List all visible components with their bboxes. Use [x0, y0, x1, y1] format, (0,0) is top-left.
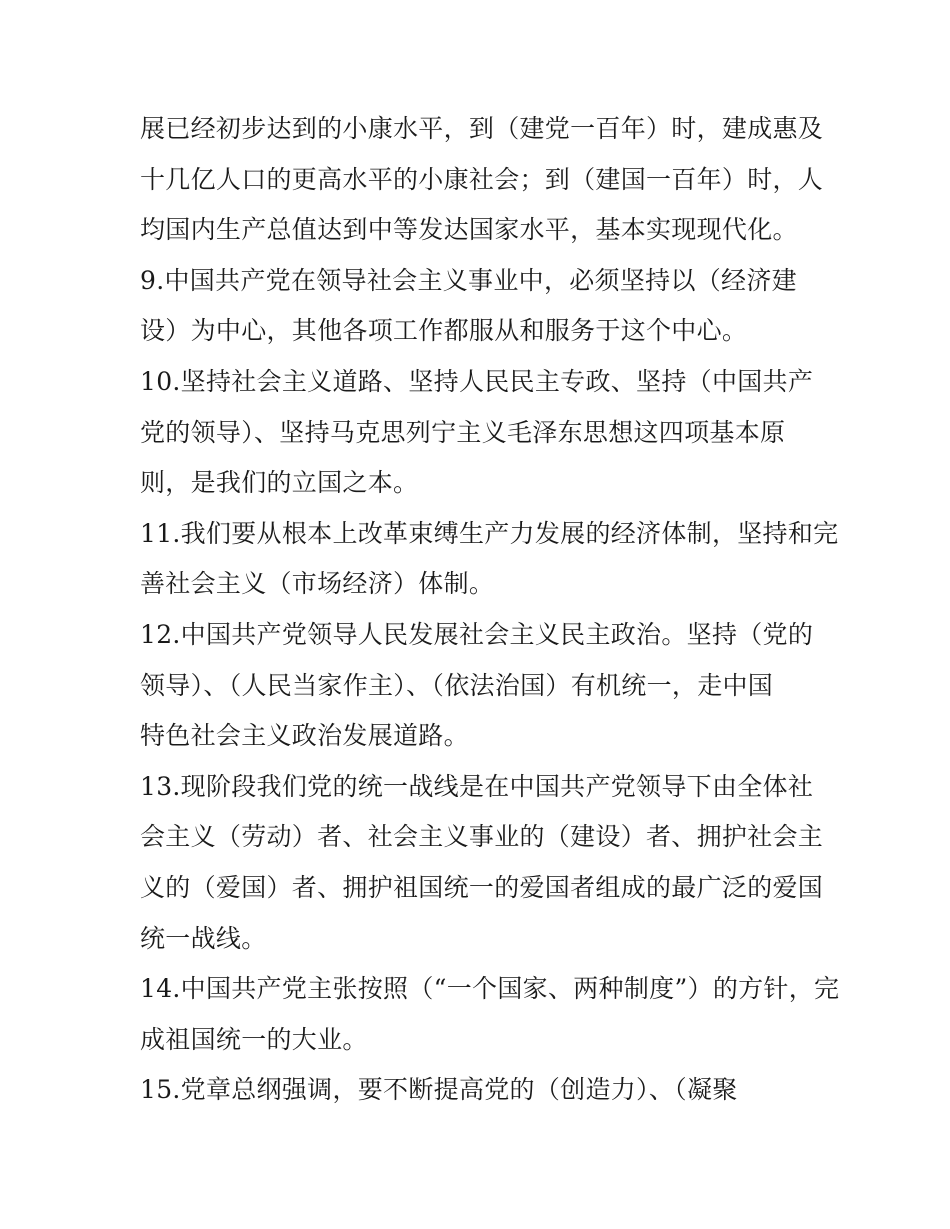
- text-line: 均国内生产总值达到中等发达国家水平，基本实现现代化。: [140, 215, 798, 245]
- item-14-line: 14.中国共产党主张按照（“一个国家、两种制度”）的方针，完: [140, 974, 840, 1004]
- text-line: 则，是我们的立国之本。: [140, 468, 419, 498]
- text-line: 义的（爱国）者、拥护祖国统一的爱国者组成的最广泛的爱国: [140, 872, 824, 902]
- text-line: 十几亿人口的更高水平的小康社会；到（建国一百年）时，人: [140, 164, 824, 194]
- item-15-line: 15.党章总纲强调，要不断提高党的（创造力）、（凝聚: [140, 1075, 738, 1105]
- text-line: 展已经初步达到的小康水平，到（建党一百年）时，建成惠及: [140, 114, 824, 143]
- text-line: 会主义（劳动）者、社会主义事业的（建设）者、拥护社会主: [140, 822, 824, 852]
- text-line: 善社会主义（市场经济）体制。: [140, 569, 495, 599]
- document-body: [140, 104, 840, 1116]
- item-12-line: 12.中国共产党领导人民发展社会主义民主政治。坚持（党的: [140, 619, 814, 649]
- item-11-line: 11.我们要从根本上改革束缚生产力发展的经济体制，坚持和完: [140, 518, 839, 548]
- text-line: 领导）、（人民当家作主）、（依法治国）有机统一，走中国: [140, 670, 774, 700]
- item-10-line: 10.坚持社会主义道路、坚持人民民主专政、坚持（中国共产: [140, 366, 814, 396]
- text-line: 成祖国统一的大业。: [140, 1024, 368, 1054]
- text-line: 设）为中心，其他各项工作都服从和服务于这个中心。: [140, 316, 748, 346]
- item-9-line: 9.中国共产党在领导社会主义事业中，必须坚持以（经济建: [140, 265, 797, 295]
- text-line: 党的领导）、坚持马克思列宁主义毛泽东思想这四项基本原: [140, 417, 786, 447]
- text-line: 统一战线。: [140, 923, 267, 953]
- text-line: 特色社会主义政治发展道路。: [140, 721, 469, 751]
- item-13-line: 13.现阶段我们党的统一战线是在中国共产党领导下由全体社: [140, 771, 814, 801]
